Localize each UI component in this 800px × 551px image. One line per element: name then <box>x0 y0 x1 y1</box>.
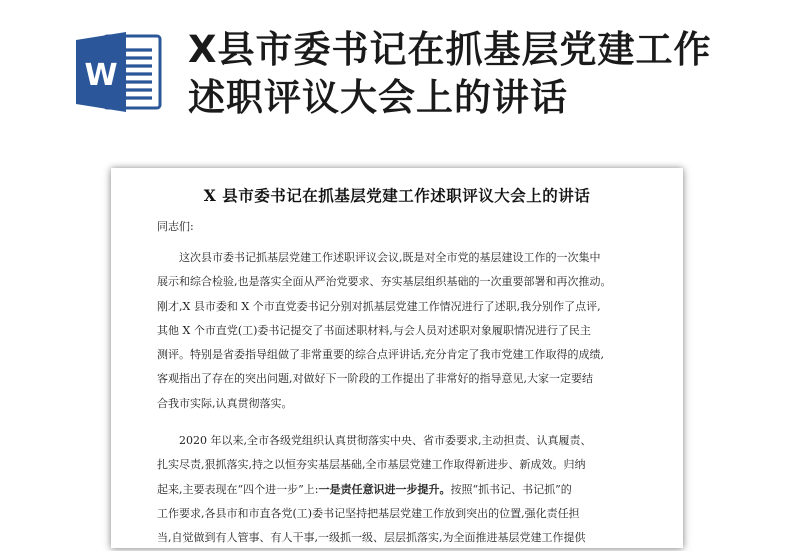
paragraph-1-line-2: 展示和综合检验,也是落实全面从严治党要求、夯实基层组织基础的一次重要部署和再次推动。 <box>157 275 612 289</box>
paragraph-2-line-4: 工作要求,各县市和市直各党(工)委书记坚持把基层党建工作放到突出的位置,强化责任担 <box>157 506 580 520</box>
paragraph-2-line-5: 当,自觉做到有人管事、有人干事,一级抓一级、层层抓落实,为全面推进基层党建工作提供 <box>157 531 586 545</box>
title-line-2: 述职评议大会上的讲话 <box>188 76 568 119</box>
word-icon <box>76 30 164 114</box>
paragraph-2-line-3-text: 起来,主要表现在“四个进一步”上: <box>157 482 319 496</box>
emphasis-text: 一是责任意识进一步提升。 <box>318 482 451 496</box>
salutation: 同志们: <box>157 220 194 233</box>
page-title: X 县市委书记在抓基层党建工作述职评议大会上的讲话 <box>203 186 591 205</box>
document-body <box>157 246 643 551</box>
paragraph-2-line-1: 2020 年以来,全市各级党组织认真贯彻落实中央、省市委要求,主动担责、认真履责、 <box>179 434 592 448</box>
paragraph-2-line-3-rest: 按照“抓书记、书记抓”的 <box>450 482 572 496</box>
header <box>0 0 800 160</box>
document-page <box>111 168 683 548</box>
paragraph-1-line-5: 测评。特别是省委指导组做了非常重要的综合点评讲话,充分肯定了我市党建工作取得的成绩, <box>157 348 604 362</box>
paragraph-1-line-1: 这次县市委书记抓基层党建工作述职评议会议,既是对全市党的基层建设工作的一次集中 <box>179 251 601 264</box>
title-line-1: X县市委书记在抓基层党建工作 <box>188 28 712 71</box>
paragraph-1-line-7: 合我市实际,认真贯彻落实。 <box>157 396 293 410</box>
paragraph-1-line-4: 其他 X 个市直党(工)委书记提交了书面述职材料,与会人员对述职对象履职情况进行了民主 <box>157 323 591 337</box>
paragraph-1-line-6: 客观指出了存在的突出问题,对做好下一阶段的工作提出了非常好的指导意见,大家一定要结 <box>157 372 593 386</box>
paragraph-2-line-3 <box>157 478 643 502</box>
document-title-heading <box>188 26 778 122</box>
paragraph-2-line-2: 扎实尽责,狠抓落实,持之以恒夯实基层基础,全市基层党建工作取得新进步、新成效。归纳 <box>157 458 586 472</box>
word-icon-letter: W <box>84 58 118 93</box>
paragraph-1-line-3: 刚才,X 县市委和 X 个市直党委书记分别对抓基层党建工作情况进行了述职,我分别作了点评, <box>157 299 601 313</box>
